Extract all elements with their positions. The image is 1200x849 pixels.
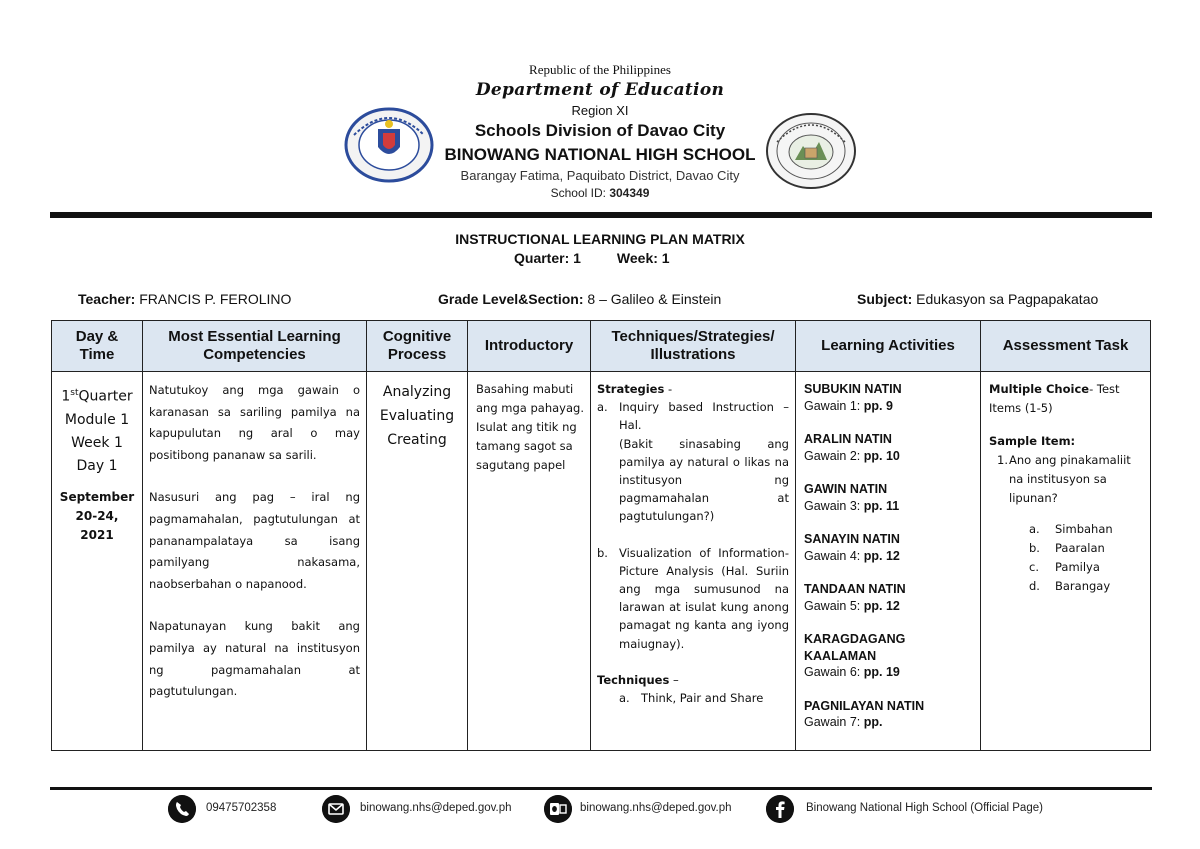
introductory-text: Basahing mabuti ang mga pahayag. Isulat ang titik ng tamang sagot sa sagutang papel xyxy=(476,382,584,472)
melc-item: Natutukoy ang mga gawain o karanasan sa sariling pamilya na kapupulutan ng aral o may positibong pananaw sa sarili. xyxy=(149,383,360,462)
melc-item: Napatunayan kung bakit ang pamilya ay natural na institusyon ng pagmamahalan at pagtutulungan. xyxy=(149,619,360,699)
activity-title: SANAYIN NATIN xyxy=(804,532,900,546)
strategy-item: a. Inquiry based Instruction – Hal. (Bakit sinasabing ang pamilya ay natural o likas na institusyon ng pagmamahalan at pagtutulungan?) xyxy=(597,400,789,524)
quarter-label: Quarter: 1 xyxy=(514,250,581,266)
multiple-choice-label: Multiple Choice- Test Items (1-5) xyxy=(989,382,1120,415)
activity-title: KARAGDAGANG KAALAMAN xyxy=(804,632,906,663)
module-text: Module 1 xyxy=(64,411,130,428)
teacher-info: Teacher: FRANCIS P. FEROLINO xyxy=(78,291,292,307)
header-school-name: BINOWANG NATIONAL HIGH SCHOOL xyxy=(444,145,756,164)
cognitive-cell xyxy=(367,372,468,751)
sample-question: 1. Ano ang pinakamaliit na institusyon sa lipunan? xyxy=(997,453,1131,505)
footer-facebook[interactable]: Binowang National High School (Official Page) xyxy=(806,802,1043,814)
day-time-cell xyxy=(52,372,143,751)
activity-item xyxy=(804,481,974,514)
document-subtitle xyxy=(514,250,670,266)
header-republic: Republic of the Philippines xyxy=(529,62,671,77)
footer-outlook[interactable]: binowang.nhs@deped.gov.ph xyxy=(580,802,732,814)
mail-icon xyxy=(322,795,350,823)
quarter-text: 1stQuarter xyxy=(61,388,133,405)
answer-option: d. Barangay xyxy=(1029,579,1111,593)
grade-info: Grade Level&Section: 8 – Galileo & Einstein xyxy=(438,291,722,307)
header-cognitive: Cognitive Process xyxy=(367,321,468,372)
technique-item: a. Think, Pair and Share xyxy=(619,691,764,706)
activity-title: PAGNILAYAN NATIN xyxy=(804,698,925,713)
melc-cell xyxy=(143,372,367,751)
week-text: Week 1 xyxy=(71,434,123,451)
melc-item: Nasusuri ang pag – iral ng pagmamahalan, pagtutulungan at pananampalataya sa isang pamilyang nakasama, naobserbahan o napanood. xyxy=(149,490,360,591)
activity-gawain: Gawain 3: pp. 11 xyxy=(804,498,900,513)
learning-plan-table xyxy=(51,320,1151,751)
activity-gawain: Gawain 7: pp. xyxy=(804,715,883,729)
footer-divider xyxy=(50,787,1152,790)
activity-title: GAWIN NATIN xyxy=(804,482,888,496)
header-divider xyxy=(50,212,1152,218)
sample-item-label: Sample Item: xyxy=(989,434,1076,448)
activity-title: ARALIN NATIN xyxy=(804,432,892,446)
header-address: Barangay Fatima, Paquibato District, Davao City xyxy=(460,168,740,183)
outlook-icon xyxy=(544,795,572,823)
activity-title: SUBUKIN NATIN xyxy=(804,382,902,396)
activity-gawain: Gawain 5: pp. 12 xyxy=(804,598,900,613)
cognitive-item: Evaluating xyxy=(379,408,455,424)
header-assessment: Assessment Task xyxy=(981,321,1151,372)
strategy-item: b. Visualization of Information- Picture Analysis (Hal. Suriin ang mga sumusunod na larawan at isulat kung anong pamagat ng kanta ang iyong maiugnay). xyxy=(597,545,789,651)
strategies-heading: Strategies - xyxy=(597,382,673,396)
techniques-cell xyxy=(591,372,796,751)
document-title: INSTRUCTIONAL LEARNING PLAN MATRIX xyxy=(455,231,745,247)
header-activities: Learning Activities xyxy=(796,321,981,372)
footer-phone: 09475702358 xyxy=(206,802,277,814)
answer-option: c. Pamilya xyxy=(1029,560,1100,574)
day-text: Day 1 xyxy=(76,457,118,474)
cognitive-item: Analyzing xyxy=(382,384,452,400)
table-row xyxy=(52,372,1151,751)
week-label: Week: 1 xyxy=(616,250,670,266)
introductory-cell xyxy=(468,372,591,751)
facebook-icon xyxy=(766,795,794,823)
activities-cell xyxy=(796,372,981,751)
activity-item xyxy=(804,431,974,464)
activity-gawain: Gawain 6: pp. 19 xyxy=(804,665,900,679)
answer-options xyxy=(989,520,1144,596)
header-melc: Most Essential Learning Competencies xyxy=(143,321,367,372)
header-division: Schools Division of Davao City xyxy=(474,121,726,140)
cognitive-item: Creating xyxy=(387,432,447,448)
techniques-heading: Techniques – xyxy=(597,672,679,687)
activity-item xyxy=(804,531,974,564)
date-text: September 20-24, 2021 xyxy=(59,489,135,542)
header-techniques: Techniques/Strategies/ Illustrations xyxy=(591,321,796,372)
footer-email[interactable]: binowang.nhs@deped.gov.ph xyxy=(360,802,512,814)
activity-item xyxy=(804,698,974,731)
activity-item xyxy=(804,381,974,414)
activity-gawain: Gawain 1: pp. 9 xyxy=(804,398,893,413)
header-day-time: Day & Time xyxy=(52,321,143,372)
subject-info: Subject: Edukasyon sa Pagpapakatao xyxy=(857,291,1099,307)
header-department: Department of Education xyxy=(475,80,725,100)
activity-gawain: Gawain 4: pp. 12 xyxy=(804,548,900,563)
answer-option: b. Paaralan xyxy=(1029,541,1105,555)
activity-item xyxy=(804,631,974,681)
header-school-id: School ID: 304349 xyxy=(550,186,650,200)
phone-icon xyxy=(168,795,196,823)
activity-gawain: Gawain 2: pp. 10 xyxy=(804,448,900,463)
activity-item xyxy=(804,581,974,614)
answer-option: a. Simbahan xyxy=(1029,522,1113,536)
header-region: Region XI xyxy=(571,103,629,118)
header-introductory: Introductory xyxy=(468,321,591,372)
table-header-row xyxy=(52,321,1151,372)
activity-title: TANDAAN NATIN xyxy=(804,582,906,596)
assessment-cell xyxy=(981,372,1151,751)
